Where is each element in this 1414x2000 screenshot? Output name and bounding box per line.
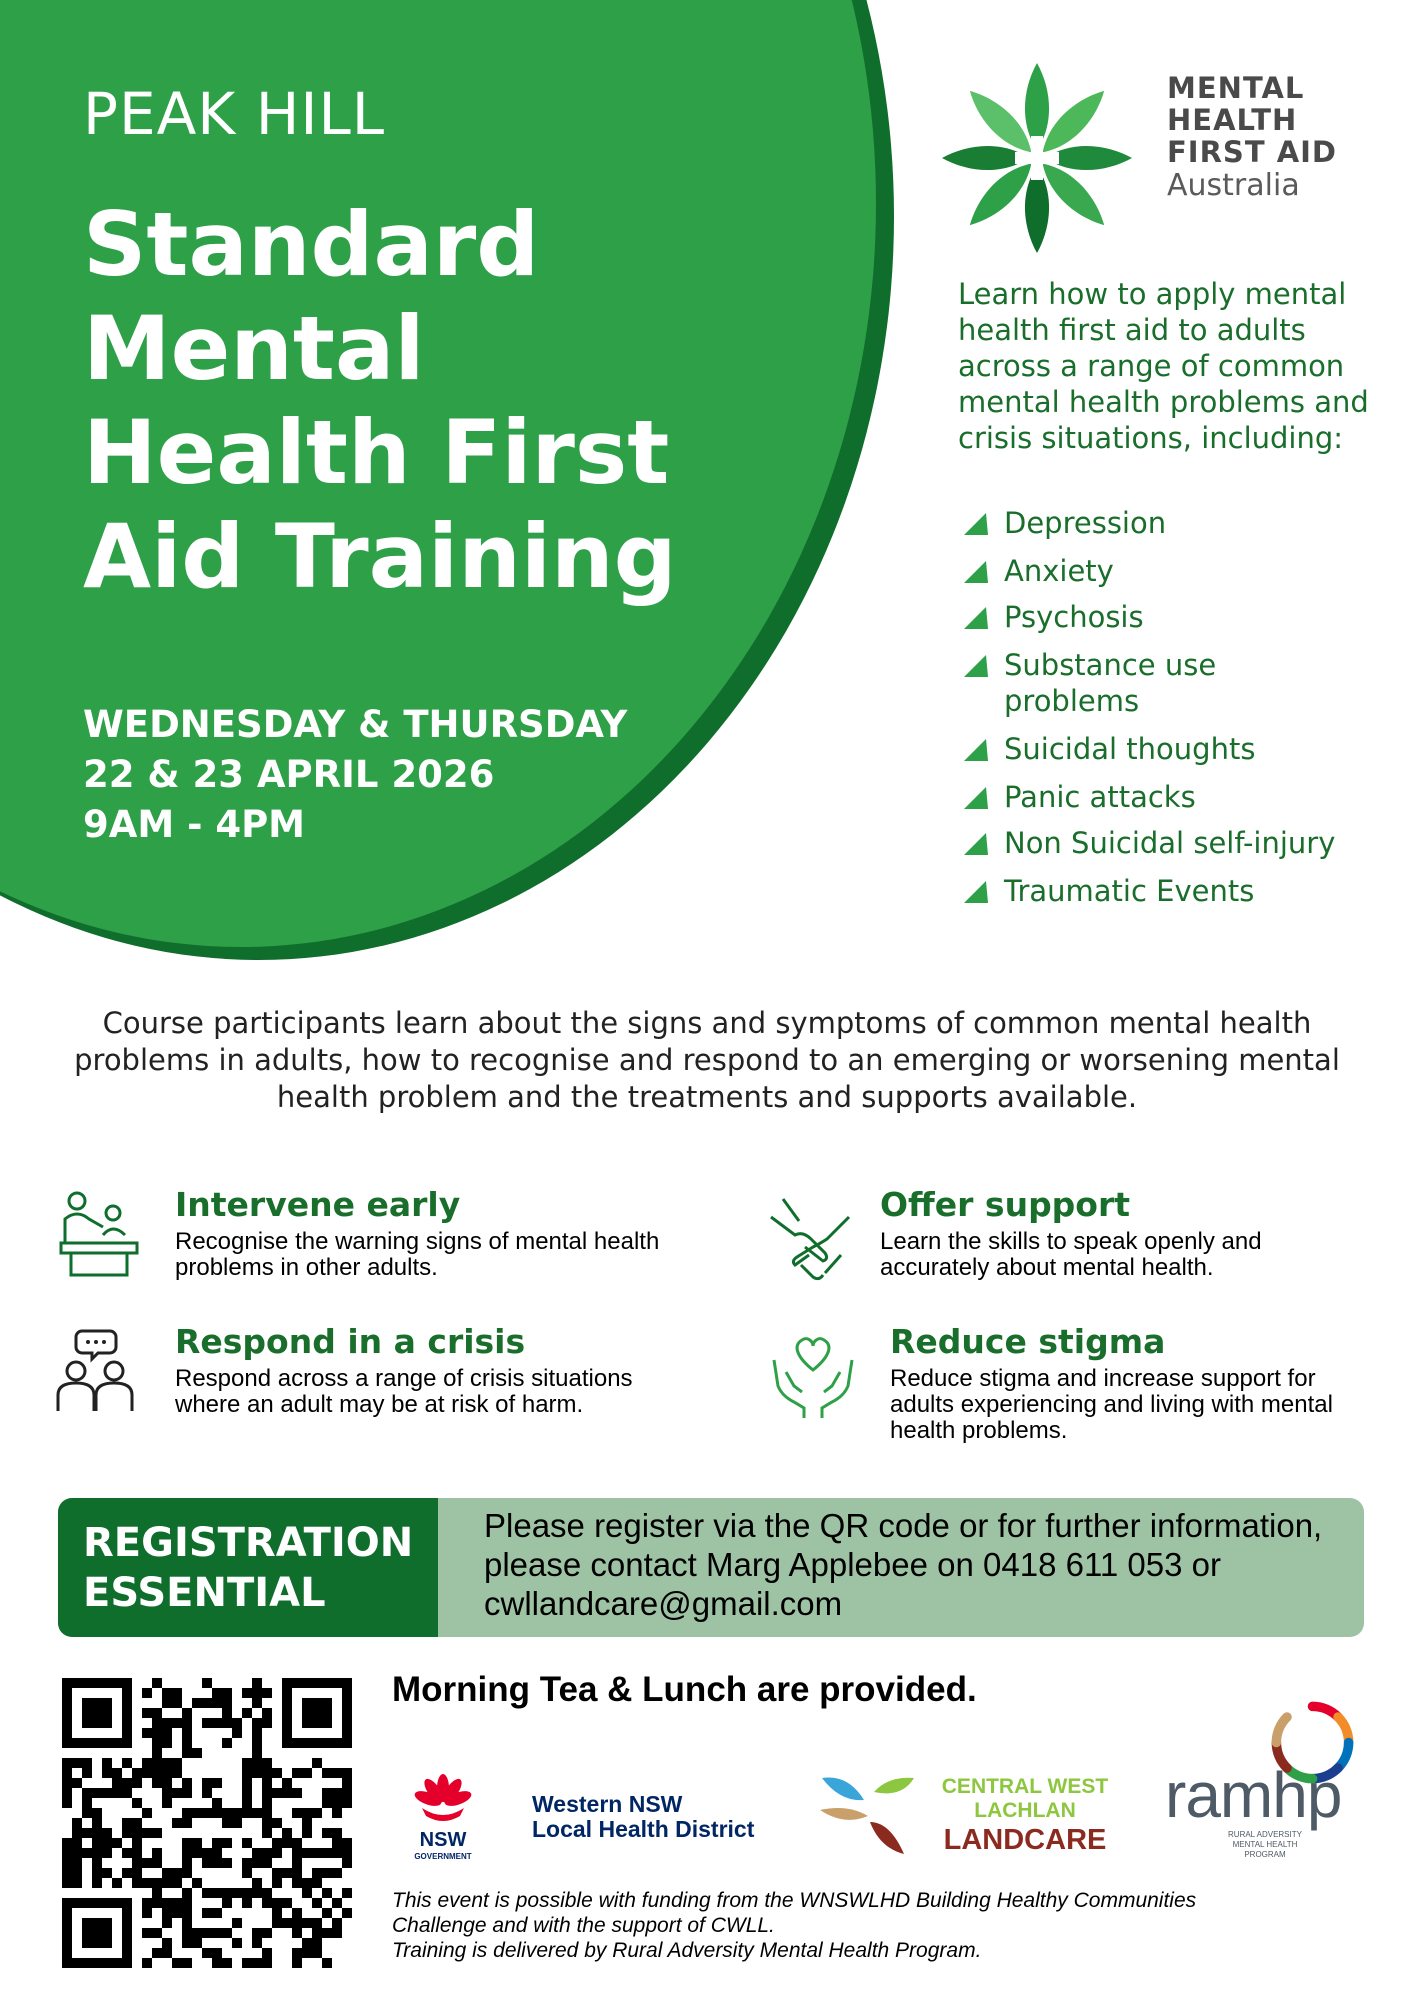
- catering-note: Morning Tea & Lunch are provided.: [392, 1670, 977, 1709]
- topic-item: [958, 505, 1398, 541]
- registration-label-line: ESSENTIAL: [83, 1570, 326, 1616]
- registration-label: [83, 1518, 413, 1618]
- nsw-government-logo: [398, 1770, 488, 1862]
- feature-title: Intervene early: [175, 1185, 461, 1224]
- triangle-bullet-icon: [962, 879, 990, 905]
- funding-acknowledgement: [392, 1888, 1352, 1963]
- conversation-icon: [52, 1325, 142, 1415]
- ramhp-logo-subline: RURAL ADVERSITY: [1228, 1830, 1302, 1839]
- ramhp-logo-subtext: [1195, 1830, 1335, 1860]
- heart-hands-icon: [768, 1330, 858, 1420]
- nsw-logo-subtext: GOVERNMENT: [414, 1852, 472, 1861]
- registration-qr-code[interactable]: [62, 1678, 352, 1968]
- landcare-logo-line: LANDCARE: [943, 1824, 1107, 1856]
- topic-label: Suicidal thoughts: [1004, 732, 1256, 766]
- topic-label: Traumatic Events: [1004, 874, 1255, 908]
- topic-label: Anxiety: [1004, 554, 1114, 588]
- title-line: Aid Training: [83, 505, 677, 608]
- wnswlhd-logo-line: Local Health District: [532, 1816, 755, 1842]
- wnswlhd-logo-line: Western NSW: [532, 1791, 683, 1817]
- course-intro: Learn how to apply mental health first aid to adults across a range of common mental health problems and crisis situations, including:: [958, 277, 1369, 455]
- nsw-logo-text: NSW: [419, 1829, 467, 1851]
- topic-label: Depression: [1004, 506, 1167, 540]
- mhfa-logo-line: MENTAL: [1167, 71, 1305, 105]
- triangle-bullet-icon: [962, 511, 990, 537]
- topic-item: [958, 873, 1398, 909]
- triangle-bullet-icon: [962, 785, 990, 811]
- topic-item: [958, 779, 1398, 815]
- landcare-logo-text: [925, 1775, 1125, 1857]
- ramhp-logo-subline: PROGRAM: [1244, 1850, 1286, 1859]
- topic-label: Non Suicidal self-injury: [1004, 826, 1336, 860]
- event-schedule: [83, 700, 627, 850]
- course-description: Course participants learn about the signs and symptoms of common mental health problems in adults, how to recognise and respond to an emerging or worsening mental health problem and the treatments and supports available.: [74, 1006, 1340, 1114]
- feature-title: Reduce stigma: [890, 1322, 1166, 1361]
- ramhp-logo-text: ramhp: [1165, 1759, 1342, 1831]
- topic-list: [958, 505, 1398, 909]
- feature-title: Offer support: [880, 1185, 1131, 1224]
- topic-item: [958, 647, 1294, 719]
- feature-title: Respond in a crisis: [175, 1322, 526, 1361]
- topic-item: [958, 553, 1398, 589]
- footer-line: This event is possible with funding from the WNSWLHD Building Healthy Communities: [392, 1889, 1197, 1912]
- topic-label: Substance use problems: [1004, 648, 1217, 718]
- landcare-logo-mark: [818, 1770, 918, 1860]
- mhfa-logo-country: Australia: [1167, 168, 1300, 203]
- title-line: Standard: [83, 193, 540, 296]
- mhfa-flower-logo: [937, 58, 1137, 258]
- event-dates: 22 & 23 APRIL 2026: [83, 753, 495, 796]
- topic-item: [958, 825, 1398, 861]
- footer-line: Challenge and with the support of CWLL.: [392, 1914, 775, 1937]
- teacher-icon: [55, 1187, 145, 1277]
- title-line: Health First: [83, 401, 670, 504]
- event-days: WEDNESDAY & THURSDAY: [83, 703, 628, 746]
- handshake-icon: [765, 1195, 855, 1285]
- ramhp-logo-subline: MENTAL HEALTH: [1232, 1840, 1298, 1849]
- feature-description: Learn the skills to speak openly and accurately about mental health.: [880, 1228, 1262, 1281]
- landcare-logo-line: LACHLAN: [974, 1799, 1076, 1822]
- registration-info: Please register via the QR code or for further information, please contact Marg Applebee on 0418 611 053 or cwllandcare@gmail.com: [484, 1507, 1323, 1622]
- feature-description: Reduce stigma and increase support for adults experiencing and living with mental health problems.: [890, 1365, 1333, 1444]
- topic-label: Psychosis: [1004, 600, 1144, 634]
- topic-label: Panic attacks: [1004, 780, 1196, 814]
- triangle-bullet-icon: [962, 737, 990, 763]
- feature-description: Respond across a range of crisis situations where an adult may be at risk of harm.: [175, 1365, 633, 1418]
- event-time: 9AM - 4PM: [83, 803, 305, 846]
- triangle-bullet-icon: [962, 605, 990, 631]
- wnswlhd-logo: [532, 1792, 754, 1842]
- triangle-bullet-icon: [962, 831, 990, 857]
- triangle-bullet-icon: [962, 559, 990, 585]
- mhfa-logo-line: HEALTH: [1167, 103, 1298, 137]
- registration-label-line: REGISTRATION: [83, 1520, 414, 1566]
- event-location: PEAK HILL: [83, 80, 386, 148]
- topic-item: [958, 731, 1398, 767]
- footer-line: Training is delivered by Rural Adversity Mental Health Program.: [392, 1939, 982, 1962]
- landcare-logo-line: CENTRAL WEST: [941, 1775, 1109, 1798]
- mhfa-logo-text: [1167, 72, 1337, 168]
- feature-description: Recognise the warning signs of mental health problems in other adults.: [175, 1228, 660, 1281]
- page-title: [83, 193, 803, 609]
- topic-item: [958, 599, 1398, 635]
- triangle-bullet-icon: [962, 653, 990, 679]
- title-line: Mental: [83, 297, 425, 400]
- mhfa-logo-line: FIRST AID: [1167, 135, 1338, 169]
